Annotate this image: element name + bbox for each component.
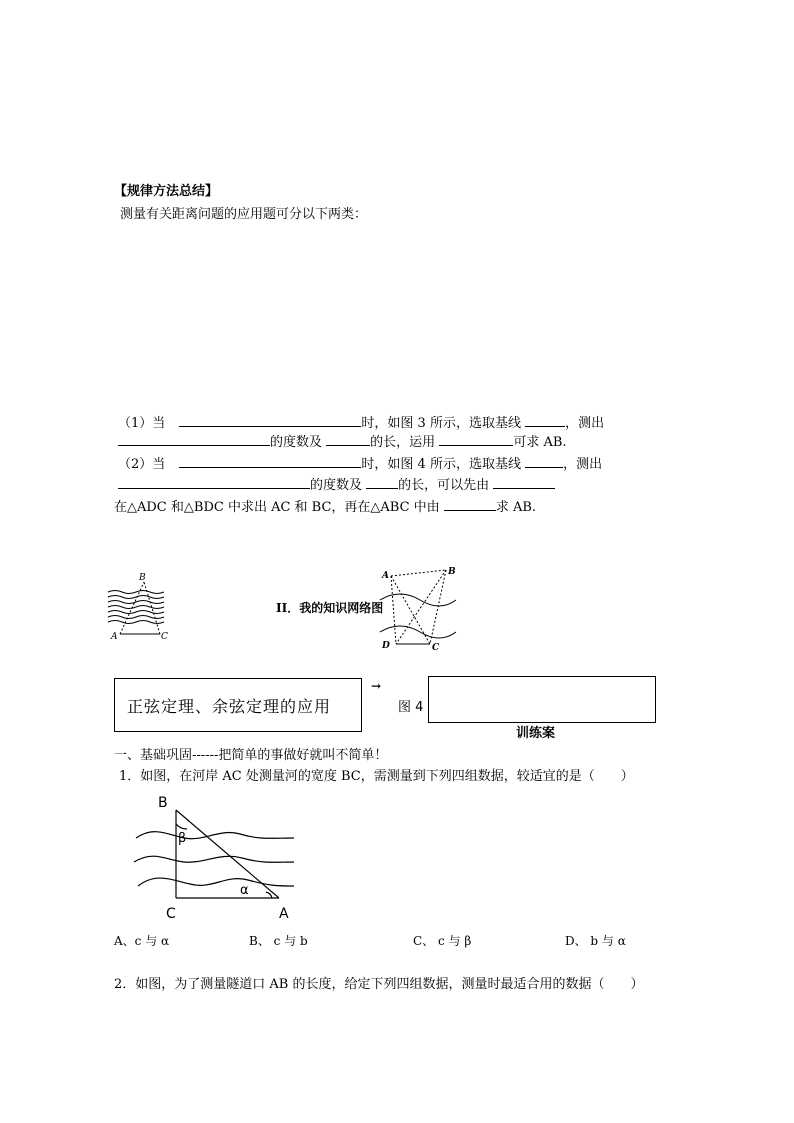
case2-end: ，测出 <box>563 457 603 472</box>
option-b[interactable]: B、 c 与 b <box>249 934 308 948</box>
case2-b: 的长，可以先由 <box>398 478 490 493</box>
application-box-text: 正弦定理、余弦定理的应用 <box>127 697 332 716</box>
blank <box>118 476 310 489</box>
application-box <box>114 678 362 732</box>
case1-a: 的度数及 <box>270 435 323 450</box>
q1-label-a: A <box>279 906 289 922</box>
question-2: 2．如图，为了测量隧道口 AB 的长度，给定下列四组数据，测量时最适合用的数据（ ） <box>114 977 644 992</box>
blank <box>525 414 565 427</box>
blank <box>326 433 370 446</box>
section1-title: 一、基础巩固------把简单的事做好就叫不简单！ <box>114 748 388 763</box>
training-title: 训练案 <box>516 726 556 741</box>
blank <box>118 433 270 446</box>
fig4-label-b: B <box>448 567 456 577</box>
blank <box>366 476 398 489</box>
case2-line2 <box>118 474 555 493</box>
case2-line3 <box>114 496 536 515</box>
blank <box>493 476 555 489</box>
question-1: 1．如图，在河岸 AC 处测量河的宽度 BC，需测量到下列四组数据，较适宜的是（ ） <box>119 769 634 784</box>
fig3-label-b: B <box>139 573 146 583</box>
case1-prefix: （1）当 <box>118 416 166 431</box>
fig4-label-c: C <box>432 643 440 653</box>
case2-line1 <box>118 453 602 472</box>
q1-label-c: C <box>166 906 176 922</box>
fig3-label-c: C <box>161 632 168 642</box>
blank <box>444 498 496 511</box>
summary-intro: 测量有关距离问题的应用题可分以下两类： <box>120 207 368 222</box>
case1-line2 <box>118 431 567 450</box>
network-title: II．我的知识网络图 <box>276 601 384 615</box>
option-d[interactable]: D、 b 与 α <box>565 934 626 948</box>
q1-label-beta: β <box>178 831 187 846</box>
q1-label-alpha: α <box>240 883 249 898</box>
blank <box>439 433 513 446</box>
case2-mid: 时，如图 4 所示，选取基线 <box>361 457 521 472</box>
fig4-label-d: D <box>382 641 390 651</box>
case2-prefix: （2）当 <box>118 457 166 472</box>
fig4-caption: 图 4 <box>398 700 424 715</box>
case1-line1 <box>118 412 604 431</box>
case1-mid: 时，如图 3 所示，选取基线 <box>361 416 521 431</box>
option-c[interactable]: C、 c 与 β <box>413 934 472 948</box>
fig3-label-a: A <box>111 632 118 642</box>
case1-end: ，测出 <box>565 416 605 431</box>
arrow-glyph: → <box>371 679 382 693</box>
blank <box>179 414 361 427</box>
fig4-label-a: A <box>382 571 389 581</box>
case1-c: 可求 AB. <box>513 435 567 450</box>
empty-box <box>428 676 656 723</box>
option-a[interactable]: A、c 与 α <box>114 934 170 948</box>
case2-line3-end: 求 AB. <box>495 500 537 515</box>
figure-4-diagram <box>378 562 460 654</box>
figure-3-diagram <box>100 568 180 648</box>
blank <box>179 455 361 468</box>
case2-line3-text: 在△ADC 和△BDC 中求出 AC 和 BC，再在△ABC 中由 <box>114 500 440 515</box>
q1-label-b: B <box>158 795 168 811</box>
case1-b: 的长，运用 <box>370 435 436 450</box>
case2-a: 的度数及 <box>310 478 363 493</box>
question-1-diagram <box>126 794 306 922</box>
blank <box>525 455 563 468</box>
summary-heading: 【规律方法总结】 <box>114 184 219 199</box>
